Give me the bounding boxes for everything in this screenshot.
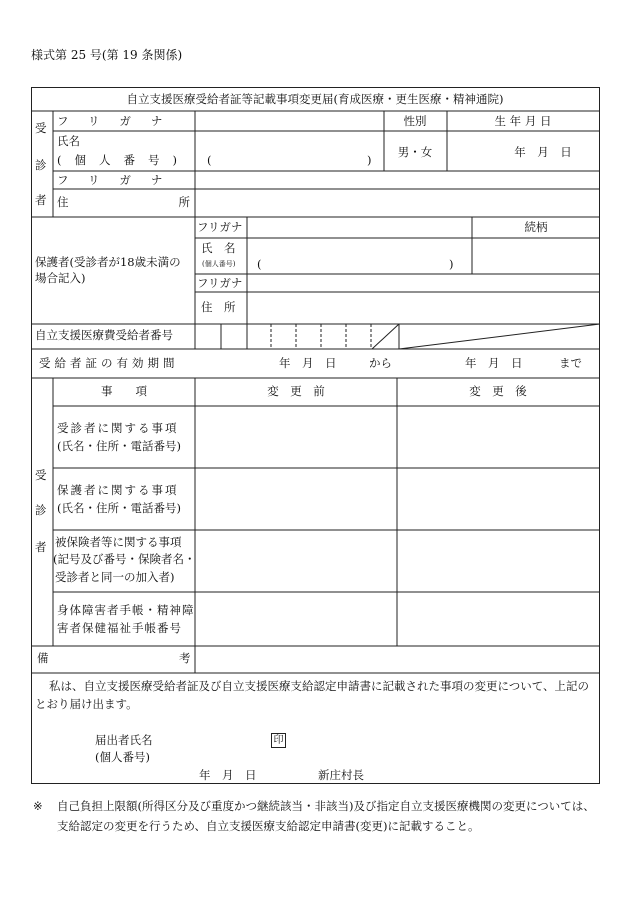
change-row-2-line2: (氏名・住所・電話番号): [57, 501, 181, 515]
validity-from-word: から: [369, 356, 392, 370]
footnote-mark: ※: [33, 799, 43, 813]
changes-side-char-2: 診: [35, 503, 47, 517]
patient-name-label: 氏名: [57, 134, 80, 148]
guardian-furigana-label: フリガナ: [197, 220, 243, 234]
change-row-4-line2: 害者保健福祉手帳番号: [57, 621, 182, 635]
change-header-before: 変 更 前: [267, 384, 325, 398]
remarks-label-right: 考: [179, 651, 191, 665]
remarks-label-left: 備: [37, 651, 49, 665]
patient-address-label: 住所: [57, 195, 300, 209]
patient-furigana2-label: フリガナ: [57, 173, 183, 187]
footnote-line1: 自己負担上限額(所得区分及び重度かつ継続該当・非該当)及び指定自立支援医療機関の変更については、: [57, 799, 595, 813]
seal-mark: 印: [271, 733, 286, 748]
change-header-after: 変 更 後: [469, 384, 527, 398]
change-row-2-line1: 保護者に関する事項: [57, 483, 179, 497]
patient-id-paren-open: (: [207, 153, 212, 167]
changes-side-char-3: 者: [35, 540, 47, 554]
addressee: 新庄村長: [318, 768, 364, 782]
validity-to-word: まで: [559, 356, 582, 370]
declaration-date: 年 月 日: [199, 768, 257, 782]
change-header-item: 事 項: [101, 384, 147, 398]
recipient-number-label: 自立支援医療費受給者番号: [35, 328, 173, 342]
validity-to-date: 年 月 日: [465, 356, 523, 370]
change-row-4-line1: 身体障害者手帳・精神障: [57, 603, 195, 617]
footnote-line2: 支給認定の変更を行うため、自立支援医療支給認定申請書(変更)に記載すること。: [57, 819, 480, 833]
guardian-id-paren-open: (: [257, 257, 262, 271]
footnote: [33, 796, 603, 836]
change-row-3-line2: (記号及び番号・保険者名・: [53, 552, 196, 566]
patient-side-char-1: 受: [35, 121, 47, 135]
validity-from-date: 年 月 日: [279, 356, 337, 370]
validity-label: 受給者証の有効期間: [39, 356, 179, 370]
applicant-name-label: 届出者氏名: [95, 733, 153, 747]
sex-value: 男・女: [397, 145, 433, 159]
change-row-3-line1: 被保険者等に関する事項: [55, 535, 182, 549]
guardian-id-paren-close: ): [449, 257, 454, 271]
declaration-line2: とおり届け出ます。: [35, 697, 138, 711]
declaration-line1: 私は、自立支援医療受給者証及び自立支援医療支給認定申請書に記載された事項の変更について、上記の: [49, 679, 590, 693]
guardian-label-line1: 保護者(受診者が18歳未満の: [35, 255, 181, 269]
sex-label: 性別: [403, 114, 427, 128]
guardian-relation-label: 続柄: [524, 220, 548, 234]
patient-side-char-2: 診: [35, 158, 47, 172]
change-row-1-line1: 受診者に関する事項: [57, 421, 179, 435]
form-number: 様式第 25 号(第 19 条関係): [31, 48, 183, 62]
dob-label: 生 年 月 日: [494, 114, 552, 128]
guardian-furigana2-label: フリガナ: [197, 276, 243, 290]
guardian-label-line2: 場合記入): [35, 271, 86, 285]
guardian-id-label: (個人番号): [202, 260, 236, 268]
applicant-id-label: (個人番号): [95, 750, 150, 764]
change-row-3-line3: 受診者と同一の加入者): [55, 570, 175, 584]
patient-id-paren-close: ): [367, 153, 372, 167]
form-title: 自立支援医療受給者証等記載事項変更届(育成医療・更生医療・精神通院): [126, 92, 504, 106]
dob-value: 年 月 日: [514, 145, 572, 159]
guardian-address-label: 住 所: [201, 300, 236, 314]
patient-furigana-label: フリガナ: [57, 114, 183, 128]
patient-side-char-3: 者: [35, 193, 47, 207]
patient-id-label: (個人番号): [57, 153, 190, 167]
change-notification-form: [31, 87, 600, 784]
changes-side-char-1: 受: [35, 468, 47, 482]
guardian-name-label: 氏 名: [201, 241, 236, 255]
change-row-1-line2: (氏名・住所・電話番号): [57, 439, 181, 453]
